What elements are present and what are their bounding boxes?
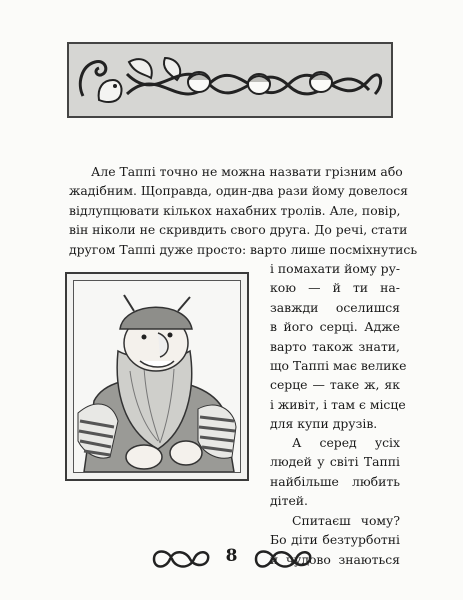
text-line: в його серці. Адже (270, 319, 400, 335)
text-line: відлупцювати кількох нахабних тролів. Але, повір, (69, 202, 401, 218)
text-line: що Таппі має велике (270, 358, 407, 374)
text-line: кою — й ти на- (270, 280, 400, 296)
text-line: і живіт, і там є місце (270, 396, 406, 412)
text-line: варто також знати, (270, 338, 400, 354)
squirrel-acorn-ornament-icon (69, 44, 391, 116)
text-line: жадібним. Щоправда, один-два рази йому довелося (69, 183, 408, 199)
text-line: Але Таппі точно не можна назвати грізним або (91, 164, 403, 179)
viking-icon (74, 281, 240, 472)
page-number: 8 (225, 546, 238, 566)
text-line: для купи друзів. (270, 416, 378, 432)
text-line: найбільше любить (270, 473, 400, 489)
paragraph-2 (270, 433, 400, 511)
illustration-frame (73, 280, 241, 473)
text-line: Спитаєш чому? (292, 513, 400, 528)
text-line: він ніколи не скривдить свого друга. До речі, стати (69, 222, 408, 238)
text-line: й чудово знаються (270, 551, 400, 567)
text-line: і помахати йому ру- (270, 261, 401, 276)
text-line: людей у світі Таппі (270, 454, 400, 470)
viking-illustration (65, 272, 249, 481)
text-line: Бо діти безтурботні (270, 532, 400, 548)
paragraph-1-continued (270, 259, 407, 434)
text-line: серце — таке ж, як (270, 377, 400, 393)
knot-ornament-right-icon (252, 545, 314, 571)
text-line: завжди оселишся (270, 299, 400, 315)
text-line: А серед усіх (292, 435, 400, 450)
text-line: другом Таппі дуже просто: варто лише посміхнутись (69, 241, 418, 257)
text-line: дітей. (270, 493, 308, 509)
paragraph-1 (69, 162, 418, 259)
ornament-banner (67, 42, 393, 118)
